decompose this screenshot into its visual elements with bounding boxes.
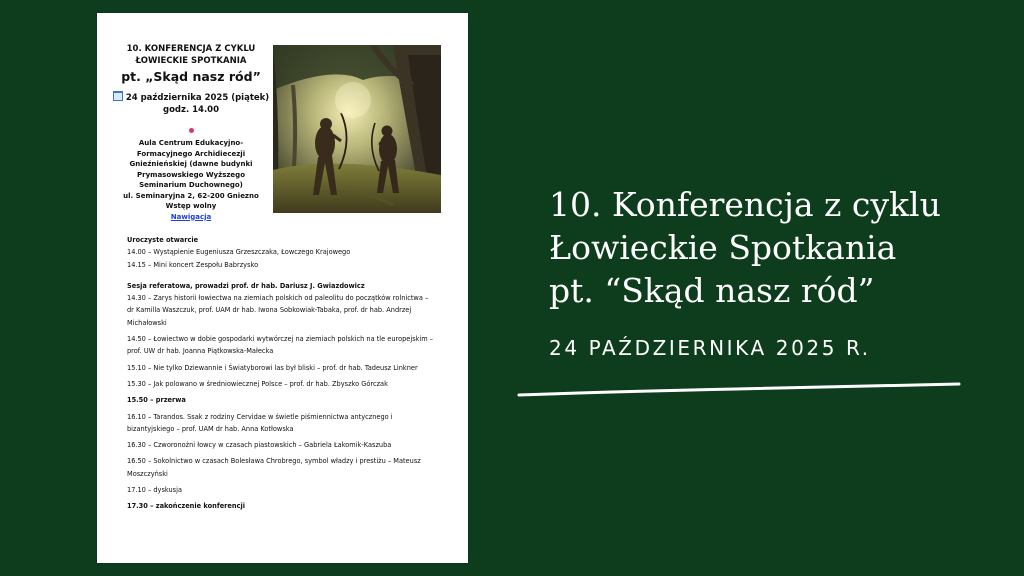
headline-line: Łowieckie Spotkania xyxy=(549,228,897,267)
venue-line: Aula Centrum Edukacyjno- xyxy=(138,139,244,147)
pin-icon-wrap xyxy=(107,116,275,137)
agenda-item: 14.15 – Mini koncert Zespołu Babrzysko xyxy=(127,260,259,269)
agenda-item: 15.30 – Jak polowano w średniowiecznej Polsce – prof. dr hab. Zbyszko Górczak xyxy=(127,379,388,388)
agenda-item: 14.50 – Łowiectwo w dobie gospodarki wytwórczej na ziemiach polskich na tle europejskim – xyxy=(127,335,434,344)
poster-title-line-1: 10. KONFERENCJA Z CYKLU xyxy=(126,44,256,54)
venue-line: Seminarium Duchownego) xyxy=(139,181,243,189)
agenda-item: 14.30 – Zarys historii łowiectwa na ziemiach polskich od paleolitu do początków rolnictwa – xyxy=(127,294,429,303)
agenda-item: 14.00 – Wystąpienie Eugeniusza Grzeszczaka, Łowczego Krajowego xyxy=(127,248,351,257)
agenda-item: 15.10 – Nie tylko Dziewannie i Światyborowi las był bliski – prof. dr hab. Tadeusz Linkner xyxy=(127,363,418,372)
agenda-item: bizantyjskiego – prof. UAM dr hab. Anna Kotłowska xyxy=(127,424,294,433)
archers-forest-illustration xyxy=(273,45,441,213)
navigation-link[interactable]: Nawigacja xyxy=(170,212,212,221)
agenda-item: 16.50 – Sokolnictwo w czasach Bolesława Chrobrego, symbol władzy i prestiżu – Mateusz xyxy=(127,457,421,466)
agenda-item: 17.30 – zakończenie konferencji xyxy=(127,502,246,511)
agenda-item: 15.50 – przerwa xyxy=(127,396,186,405)
session-title: Sesja referatowa, prowadzi prof. dr hab. Dariusz J. Gwiazdowicz xyxy=(127,281,365,290)
brush-underline xyxy=(516,379,962,403)
venue-line: Prymasowskiego Wyższego xyxy=(137,170,245,179)
headline-title xyxy=(549,183,969,312)
poster-time: godz. 14.00 xyxy=(162,105,220,115)
agenda-item: prof. UW dr hab. Joanna Piątkowska-Małecka xyxy=(127,347,274,356)
agenda-item: 17.10 – dyskusja xyxy=(127,486,182,495)
venue-line: Wstęp wolny xyxy=(165,202,217,210)
poster-agenda xyxy=(127,234,447,513)
location-pin-icon xyxy=(189,128,194,133)
poster-date xyxy=(107,91,275,104)
event-poster xyxy=(97,13,468,563)
poster-date-text: 24 października 2025 (piątek) xyxy=(125,93,270,103)
venue-line: Gnieźnieńskiej (dawne budynki xyxy=(129,160,253,168)
poster-title-line-2: ŁOWIECKIE SPOTKANIA xyxy=(135,56,247,66)
agenda-item: 16.30 – Czworonożni łowcy w czasach piastowskich – Gabriela Łakomik-Kaszuba xyxy=(127,441,392,450)
venue-line: ul. Seminaryjna 2, 62-200 Gniezno xyxy=(123,191,259,200)
agenda-item: Michałowski xyxy=(127,318,167,327)
poster-venue xyxy=(107,138,275,212)
agenda-items-list xyxy=(127,292,447,512)
opening-title: Uroczyste otwarcie xyxy=(127,236,199,244)
venue-line: Formacyjnego Archidiecezji xyxy=(136,149,246,158)
poster-header xyxy=(107,43,275,222)
headline-line: 10. Konferencja z cyklu xyxy=(549,185,941,224)
poster-title: pt. „Skąd nasz ród” xyxy=(121,69,261,84)
agenda-item: dr Kamilla Waszczuk, prof. UAM dr hab. Iwona Sobkowiak-Tabaka, prof. dr hab. Andrzej xyxy=(127,306,412,315)
headline-line: pt. “Skąd nasz ród” xyxy=(549,271,875,310)
headline-date: 24 PAŹDZIERNIKA 2025 R. xyxy=(549,336,871,360)
agenda-item: Moszczyński xyxy=(127,469,168,478)
archers-illustration-svg xyxy=(273,45,441,213)
agenda-item: 16.10 – Tarandos. Ssak z rodziny Cervidae w świetle piśmiennictwa antycznego i xyxy=(127,412,393,421)
calendar-icon xyxy=(113,91,123,101)
